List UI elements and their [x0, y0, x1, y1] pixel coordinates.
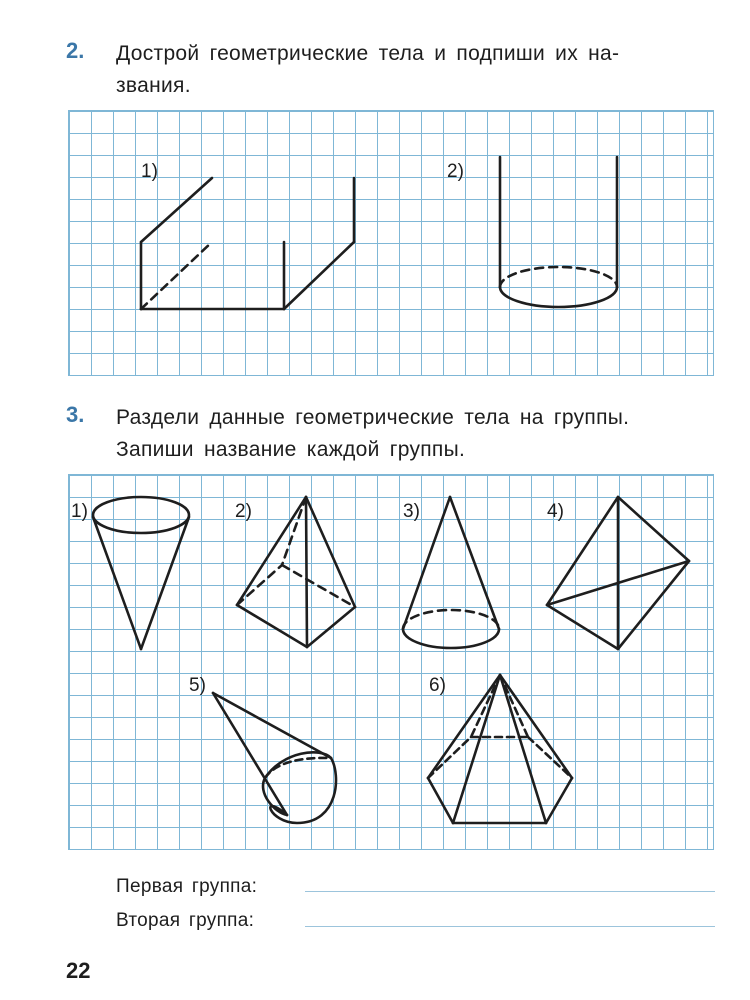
figure-6-pentagonal-pyramid	[428, 675, 572, 823]
figure-4-triangular-pyramid	[547, 497, 689, 649]
task-2-figure-1-prism	[141, 178, 354, 309]
task-3-line-2: Запиши название каждой группы.	[116, 438, 466, 461]
figure-2-label: 2)	[235, 501, 252, 522]
page-number: 22	[66, 958, 91, 983]
task-3-line-1: Раздели данные геометрические тела на группы.	[116, 406, 630, 429]
task-3-drawing	[69, 475, 713, 849]
figure-6-label: 6)	[429, 675, 446, 696]
figure-5-tilted-cone	[213, 693, 336, 823]
task-3-text	[116, 402, 716, 466]
second-group-label: Вторая группа:	[116, 910, 255, 931]
task-2-grid	[68, 110, 714, 376]
figure-3-label: 3)	[403, 501, 420, 522]
task-2-text	[116, 38, 716, 102]
task-2-line-1: Дострой геометрические тела и подпиши их на-	[116, 42, 620, 65]
first-group-label: Первая группа:	[116, 876, 258, 897]
second-group-answer-line[interactable]	[305, 926, 715, 927]
task-3-number: 3.	[66, 402, 85, 427]
figure-2-pyramid	[237, 497, 355, 647]
task-2-figure-1-label: 1)	[141, 161, 158, 182]
figure-5-label: 5)	[189, 675, 206, 696]
task-2-figure-2-label: 2)	[447, 161, 464, 182]
task-2-number: 2.	[66, 38, 85, 63]
first-group-answer-line[interactable]	[305, 891, 715, 892]
figure-1-label: 1)	[71, 501, 88, 522]
figure-1-inverted-cone	[93, 497, 189, 649]
task-2-drawing	[69, 111, 713, 375]
figure-4-label: 4)	[547, 501, 564, 522]
task-2-figure-2-cylinder	[500, 157, 617, 307]
task-3-grid	[68, 474, 714, 850]
task-2-line-2: звания.	[116, 74, 191, 97]
